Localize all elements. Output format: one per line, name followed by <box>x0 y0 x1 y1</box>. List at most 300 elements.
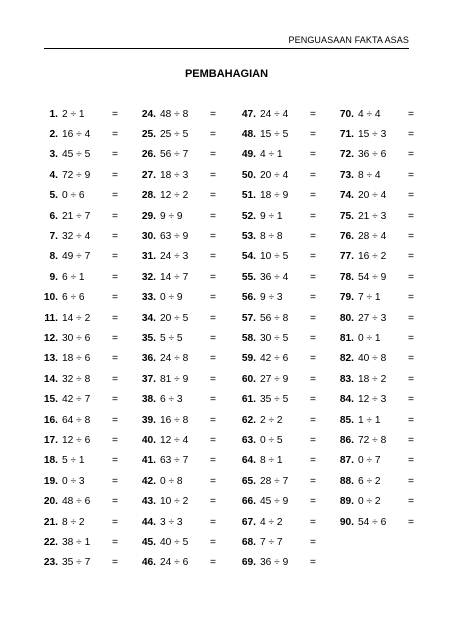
problem-number: 60. <box>241 373 256 385</box>
problem-row <box>326 165 426 185</box>
problem-number: 67. <box>241 516 256 528</box>
problem-row <box>228 267 328 287</box>
problem-number: 17. <box>43 434 58 446</box>
problem-row <box>326 267 426 287</box>
problem-number: 48. <box>241 129 256 141</box>
problem-number: 80. <box>339 312 354 324</box>
equals-sign: = <box>112 292 118 304</box>
equals-sign: = <box>112 353 118 365</box>
problem-grid <box>30 104 430 584</box>
problem-row <box>228 226 328 246</box>
equals-sign: = <box>112 496 118 508</box>
equals-sign: = <box>210 129 216 141</box>
problem-row <box>326 247 426 267</box>
problem-number: 6. <box>49 210 58 222</box>
problem-expression: 6 ÷ 2 <box>358 475 381 487</box>
problem-expression: 2 ÷ 2 <box>260 414 283 426</box>
header-text: PENGUASAAN FAKTA ASAS <box>288 35 409 45</box>
equals-sign: = <box>408 455 414 467</box>
problem-row <box>30 267 130 287</box>
problem-expression: 0 ÷ 5 <box>260 434 283 446</box>
problem-row <box>30 206 130 226</box>
problem-number: 68. <box>241 536 256 548</box>
problem-column-1 <box>30 104 130 573</box>
problem-number: 14. <box>43 373 58 385</box>
equals-sign: = <box>112 271 118 283</box>
problem-row <box>30 247 130 267</box>
problem-expression: 30 ÷ 5 <box>260 332 289 344</box>
equals-sign: = <box>310 169 316 181</box>
problem-number: 2. <box>49 129 58 141</box>
equals-sign: = <box>408 353 414 365</box>
problem-number: 57. <box>241 312 256 324</box>
equals-sign: = <box>408 434 414 446</box>
problem-expression: 4 ÷ 1 <box>260 149 283 161</box>
problem-number: 46. <box>141 557 156 569</box>
page-title: PEMBAHAGIAN <box>184 68 269 80</box>
problem-row <box>128 430 228 450</box>
equals-sign: = <box>408 149 414 161</box>
equals-sign: = <box>408 373 414 385</box>
equals-sign: = <box>408 251 414 263</box>
problem-expression: 10 ÷ 2 <box>160 496 189 508</box>
problem-expression: 56 ÷ 8 <box>260 312 289 324</box>
equals-sign: = <box>112 332 118 344</box>
problem-number: 15. <box>43 394 58 406</box>
problem-row <box>228 328 328 348</box>
problem-expression: 48 ÷ 8 <box>160 108 189 120</box>
problem-row <box>326 512 426 532</box>
problem-number: 69. <box>241 557 256 569</box>
equals-sign: = <box>112 455 118 467</box>
problem-expression: 42 ÷ 7 <box>62 394 91 406</box>
problem-row <box>128 186 228 206</box>
problem-expression: 64 ÷ 8 <box>62 414 91 426</box>
equals-sign: = <box>112 557 118 569</box>
equals-sign: = <box>310 353 316 365</box>
header-rule <box>44 48 409 49</box>
problem-number: 49. <box>241 149 256 161</box>
problem-row <box>30 288 130 308</box>
problem-row <box>228 247 328 267</box>
problem-number: 19. <box>43 475 58 487</box>
problem-expression: 16 ÷ 8 <box>160 414 189 426</box>
equals-sign: = <box>310 129 316 141</box>
equals-sign: = <box>310 455 316 467</box>
equals-sign: = <box>408 169 414 181</box>
problem-row <box>30 145 130 165</box>
problem-number: 84. <box>339 394 354 406</box>
problem-row <box>228 145 328 165</box>
problem-number: 16. <box>43 414 58 426</box>
problem-number: 7. <box>49 231 58 243</box>
problem-number: 90. <box>339 516 354 528</box>
problem-expression: 48 ÷ 6 <box>62 496 91 508</box>
problem-expression: 56 ÷ 7 <box>160 149 189 161</box>
problem-expression: 4 ÷ 4 <box>358 108 381 120</box>
equals-sign: = <box>210 414 216 426</box>
problem-row <box>326 389 426 409</box>
problem-row <box>326 328 426 348</box>
equals-sign: = <box>408 210 414 222</box>
problem-row <box>326 226 426 246</box>
equals-sign: = <box>112 231 118 243</box>
problem-number: 8. <box>49 251 58 263</box>
problem-row <box>30 491 130 511</box>
equals-sign: = <box>310 332 316 344</box>
problem-number: 28. <box>141 190 156 202</box>
problem-number: 61. <box>241 394 256 406</box>
problem-number: 13. <box>43 353 58 365</box>
problem-number: 22. <box>43 536 58 548</box>
equals-sign: = <box>112 190 118 202</box>
equals-sign: = <box>408 231 414 243</box>
problem-row <box>128 491 228 511</box>
problem-number: 52. <box>241 210 256 222</box>
problem-number: 79. <box>339 292 354 304</box>
equals-sign: = <box>112 536 118 548</box>
problem-expression: 36 ÷ 4 <box>260 271 289 283</box>
problem-row <box>128 410 228 430</box>
problem-number: 62. <box>241 414 256 426</box>
problem-expression: 45 ÷ 5 <box>62 149 91 161</box>
problem-row <box>326 186 426 206</box>
problem-row <box>128 247 228 267</box>
problem-number: 40. <box>141 434 156 446</box>
problem-number: 77. <box>339 251 354 263</box>
problem-number: 86. <box>339 434 354 446</box>
problem-row <box>128 226 228 246</box>
problem-row <box>326 308 426 328</box>
problem-expression: 42 ÷ 6 <box>260 353 289 365</box>
problem-row <box>228 512 328 532</box>
problem-expression: 8 ÷ 8 <box>260 231 283 243</box>
problem-number: 59. <box>241 353 256 365</box>
problem-number: 89. <box>339 496 354 508</box>
equals-sign: = <box>210 312 216 324</box>
equals-sign: = <box>408 394 414 406</box>
problem-row <box>128 328 228 348</box>
problem-expression: 45 ÷ 9 <box>260 496 289 508</box>
problem-row <box>326 410 426 430</box>
problem-row <box>326 288 426 308</box>
problem-expression: 6 ÷ 3 <box>160 394 183 406</box>
equals-sign: = <box>310 394 316 406</box>
equals-sign: = <box>408 108 414 120</box>
equals-sign: = <box>112 373 118 385</box>
problem-row <box>128 206 228 226</box>
problem-number: 71. <box>339 129 354 141</box>
problem-expression: 16 ÷ 4 <box>62 129 91 141</box>
problem-expression: 81 ÷ 9 <box>160 373 189 385</box>
problem-row <box>228 104 328 124</box>
problem-number: 42. <box>141 475 156 487</box>
problem-row <box>128 349 228 369</box>
problem-expression: 18 ÷ 6 <box>62 353 91 365</box>
equals-sign: = <box>310 414 316 426</box>
problem-expression: 21 ÷ 7 <box>62 210 91 222</box>
equals-sign: = <box>408 475 414 487</box>
problem-expression: 8 ÷ 1 <box>260 455 283 467</box>
problem-row <box>228 369 328 389</box>
problem-number: 27. <box>141 169 156 181</box>
problem-expression: 6 ÷ 6 <box>62 292 85 304</box>
problem-row <box>228 288 328 308</box>
problem-number: 51. <box>241 190 256 202</box>
problem-row <box>30 512 130 532</box>
equals-sign: = <box>408 129 414 141</box>
problem-row <box>128 124 228 144</box>
problem-number: 23. <box>43 557 58 569</box>
problem-number: 18. <box>43 455 58 467</box>
equals-sign: = <box>210 536 216 548</box>
problem-expression: 24 ÷ 4 <box>260 108 289 120</box>
problem-number: 76. <box>339 231 354 243</box>
equals-sign: = <box>210 108 216 120</box>
problem-row <box>128 165 228 185</box>
equals-sign: = <box>210 251 216 263</box>
problem-expression: 18 ÷ 3 <box>160 169 189 181</box>
equals-sign: = <box>112 129 118 141</box>
problem-expression: 0 ÷ 7 <box>358 455 381 467</box>
problem-number: 58. <box>241 332 256 344</box>
problem-row <box>326 104 426 124</box>
problem-expression: 8 ÷ 4 <box>358 169 381 181</box>
problem-number: 78. <box>339 271 354 283</box>
problem-expression: 14 ÷ 7 <box>160 271 189 283</box>
problem-number: 39. <box>141 414 156 426</box>
problem-number: 32. <box>141 271 156 283</box>
problem-number: 26. <box>141 149 156 161</box>
equals-sign: = <box>210 496 216 508</box>
problem-number: 45. <box>141 536 156 548</box>
problem-row <box>30 532 130 552</box>
problem-row <box>326 124 426 144</box>
problem-row <box>128 369 228 389</box>
problem-expression: 18 ÷ 2 <box>358 373 387 385</box>
problem-expression: 16 ÷ 2 <box>358 251 387 263</box>
problem-expression: 0 ÷ 6 <box>62 190 85 202</box>
problem-row <box>30 165 130 185</box>
problem-row <box>128 471 228 491</box>
equals-sign: = <box>310 149 316 161</box>
problem-number: 31. <box>141 251 156 263</box>
problem-number: 9. <box>49 271 58 283</box>
problem-row <box>30 553 130 573</box>
problem-expression: 14 ÷ 2 <box>62 312 91 324</box>
problem-row <box>30 328 130 348</box>
equals-sign: = <box>310 516 316 528</box>
problem-row <box>228 206 328 226</box>
problem-column-3 <box>228 104 328 573</box>
problem-row <box>228 491 328 511</box>
problem-expression: 20 ÷ 4 <box>260 169 289 181</box>
equals-sign: = <box>210 292 216 304</box>
problem-expression: 40 ÷ 5 <box>160 536 189 548</box>
problem-row <box>326 145 426 165</box>
problem-expression: 35 ÷ 7 <box>62 557 91 569</box>
equals-sign: = <box>408 292 414 304</box>
equals-sign: = <box>112 210 118 222</box>
problem-expression: 30 ÷ 6 <box>62 332 91 344</box>
problem-expression: 12 ÷ 2 <box>160 190 189 202</box>
problem-expression: 0 ÷ 3 <box>62 475 85 487</box>
equals-sign: = <box>310 231 316 243</box>
equals-sign: = <box>112 149 118 161</box>
problem-row <box>128 288 228 308</box>
problem-number: 36. <box>141 353 156 365</box>
problem-row <box>326 430 426 450</box>
problem-column-4 <box>326 104 426 532</box>
problem-number: 4. <box>49 169 58 181</box>
problem-row <box>326 349 426 369</box>
problem-number: 70. <box>339 108 354 120</box>
equals-sign: = <box>408 312 414 324</box>
equals-sign: = <box>310 496 316 508</box>
problem-number: 87. <box>339 455 354 467</box>
equals-sign: = <box>310 292 316 304</box>
problem-number: 11. <box>44 312 58 324</box>
equals-sign: = <box>210 149 216 161</box>
problem-number: 82. <box>339 353 354 365</box>
problem-expression: 28 ÷ 7 <box>260 475 289 487</box>
equals-sign: = <box>112 169 118 181</box>
problem-row <box>30 124 130 144</box>
problem-expression: 6 ÷ 1 <box>62 271 85 283</box>
equals-sign: = <box>210 231 216 243</box>
problem-number: 25. <box>141 129 156 141</box>
problem-number: 83. <box>339 373 354 385</box>
problem-row <box>228 349 328 369</box>
problem-expression: 2 ÷ 1 <box>62 108 85 120</box>
problem-expression: 4 ÷ 2 <box>260 516 283 528</box>
problem-number: 56. <box>241 292 256 304</box>
problem-number: 38. <box>141 394 156 406</box>
problem-row <box>228 308 328 328</box>
equals-sign: = <box>210 434 216 446</box>
problem-number: 41. <box>141 455 156 467</box>
equals-sign: = <box>310 557 316 569</box>
problem-row <box>30 349 130 369</box>
equals-sign: = <box>408 414 414 426</box>
problem-number: 20. <box>43 496 58 508</box>
problem-expression: 3 ÷ 3 <box>160 516 183 528</box>
problem-expression: 24 ÷ 6 <box>160 557 189 569</box>
problem-row <box>228 410 328 430</box>
equals-sign: = <box>210 394 216 406</box>
problem-row <box>30 226 130 246</box>
equals-sign: = <box>210 332 216 344</box>
problem-expression: 18 ÷ 9 <box>260 190 289 202</box>
problem-expression: 63 ÷ 9 <box>160 231 189 243</box>
problem-row <box>30 451 130 471</box>
problem-expression: 12 ÷ 4 <box>160 434 189 446</box>
equals-sign: = <box>408 496 414 508</box>
problem-number: 47. <box>241 108 256 120</box>
problem-row <box>128 267 228 287</box>
problem-number: 5. <box>49 190 58 202</box>
problem-number: 3. <box>49 149 58 161</box>
problem-number: 21. <box>43 516 58 528</box>
problem-expression: 0 ÷ 2 <box>358 496 381 508</box>
equals-sign: = <box>210 455 216 467</box>
equals-sign: = <box>112 312 118 324</box>
problem-row <box>30 410 130 430</box>
problem-row <box>228 553 328 573</box>
problem-expression: 5 ÷ 1 <box>62 455 85 467</box>
problem-row <box>326 206 426 226</box>
problem-expression: 8 ÷ 2 <box>62 516 85 528</box>
problem-expression: 12 ÷ 3 <box>358 394 387 406</box>
equals-sign: = <box>408 190 414 202</box>
equals-sign: = <box>408 516 414 528</box>
problem-number: 64. <box>241 455 256 467</box>
problem-number: 44. <box>141 516 156 528</box>
problem-row <box>30 369 130 389</box>
problem-row <box>128 512 228 532</box>
problem-expression: 10 ÷ 5 <box>260 251 289 263</box>
problem-expression: 54 ÷ 9 <box>358 271 387 283</box>
equals-sign: = <box>310 536 316 548</box>
problem-expression: 24 ÷ 8 <box>160 353 189 365</box>
problem-expression: 24 ÷ 3 <box>160 251 189 263</box>
problem-row <box>228 451 328 471</box>
problem-number: 43. <box>141 496 156 508</box>
equals-sign: = <box>210 373 216 385</box>
equals-sign: = <box>210 271 216 283</box>
problem-expression: 25 ÷ 5 <box>160 129 189 141</box>
problem-expression: 27 ÷ 9 <box>260 373 289 385</box>
problem-expression: 7 ÷ 1 <box>358 292 381 304</box>
equals-sign: = <box>310 251 316 263</box>
problem-expression: 54 ÷ 6 <box>358 516 387 528</box>
problem-expression: 40 ÷ 8 <box>358 353 387 365</box>
problem-expression: 72 ÷ 8 <box>358 434 387 446</box>
problem-row <box>326 369 426 389</box>
problem-row <box>30 186 130 206</box>
problem-expression: 7 ÷ 7 <box>260 536 283 548</box>
equals-sign: = <box>112 108 118 120</box>
equals-sign: = <box>112 475 118 487</box>
problem-number: 53. <box>241 231 256 243</box>
problem-row <box>128 532 228 552</box>
problem-row <box>326 491 426 511</box>
equals-sign: = <box>112 394 118 406</box>
problem-expression: 28 ÷ 4 <box>358 231 387 243</box>
equals-sign: = <box>310 210 316 222</box>
problem-number: 73. <box>339 169 354 181</box>
problem-number: 10. <box>43 292 58 304</box>
problem-row <box>128 389 228 409</box>
problem-expression: 20 ÷ 5 <box>160 312 189 324</box>
equals-sign: = <box>210 516 216 528</box>
equals-sign: = <box>210 169 216 181</box>
problem-expression: 9 ÷ 9 <box>160 210 183 222</box>
problem-row <box>30 104 130 124</box>
problem-expression: 0 ÷ 8 <box>160 475 183 487</box>
problem-number: 1. <box>49 108 58 120</box>
problem-row <box>228 471 328 491</box>
problem-expression: 63 ÷ 7 <box>160 455 189 467</box>
problem-expression: 21 ÷ 3 <box>358 210 387 222</box>
problem-expression: 9 ÷ 1 <box>260 210 283 222</box>
problem-row <box>228 389 328 409</box>
problem-row <box>128 104 228 124</box>
equals-sign: = <box>112 251 118 263</box>
equals-sign: = <box>112 516 118 528</box>
problem-expression: 36 ÷ 9 <box>260 557 289 569</box>
problem-expression: 32 ÷ 4 <box>62 231 91 243</box>
